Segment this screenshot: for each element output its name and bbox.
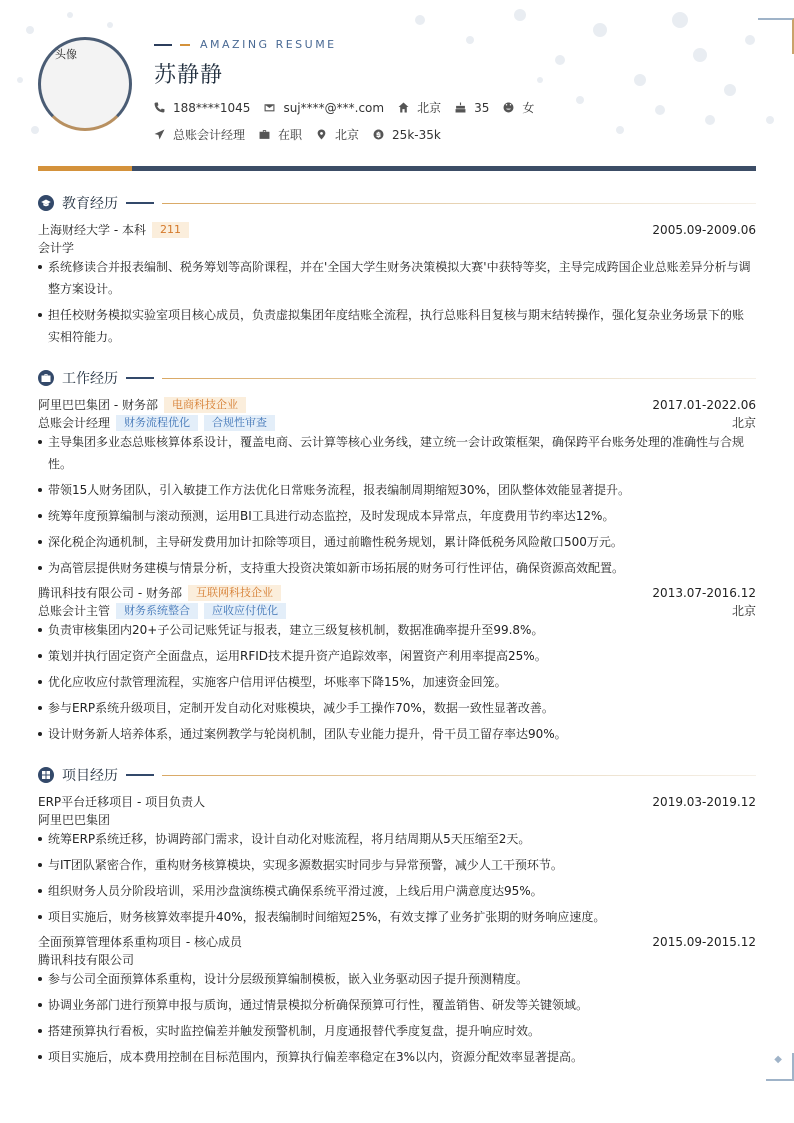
cake-icon <box>455 102 466 113</box>
status-text: 在职 <box>278 128 303 142</box>
job-date: 2017.01-2022.06 <box>652 397 756 412</box>
job-bullet: 统筹年度预算编制与滚动预测，运用BI工具进行动态监控，及时发现成本异常点，年度费用节约率达12%。 <box>38 505 756 527</box>
project-name: 全面预算管理体系重构项目 - 核心成员 <box>38 935 242 949</box>
job-bullet: 设计财务新人培养体系，通过案例教学与轮岗机制，团队专业能力提升，骨干员工留存率达90%。 <box>38 723 756 745</box>
job-role: 总账会计主管 <box>38 604 111 618</box>
salary-text: 25k-35k <box>392 127 441 142</box>
candidate-name: 苏静静 <box>154 63 224 88</box>
project-date: 2019.03-2019.12 <box>652 794 756 809</box>
gender-text: 女 <box>522 101 535 115</box>
home-icon <box>398 102 409 113</box>
coin-icon <box>373 129 384 140</box>
job-intention <box>154 126 455 143</box>
graduation-cap-icon <box>41 198 51 208</box>
age-text: 35 <box>474 100 490 115</box>
tagline-accent <box>180 44 190 46</box>
target-city-text: 北京 <box>335 128 360 142</box>
job-role-line <box>38 602 756 619</box>
project-bullet: 搭建预算执行看板，实时监控偏差并触发预警机制，月度通报替代季度复盘，提升响应时效。 <box>38 1020 756 1042</box>
school-name: 上海财经大学 - 本科 <box>38 223 146 237</box>
company-name: 阿里巴巴集团 - 财务部 <box>38 398 158 412</box>
briefcase-icon <box>259 129 270 140</box>
skill-tag: 财务系统整合 <box>116 603 198 619</box>
project-date: 2015.09-2015.12 <box>652 934 756 949</box>
skill-tag: 应收应付优化 <box>204 603 286 619</box>
corner-decoration-top <box>758 18 794 54</box>
avatar-alt-text: 头像 <box>55 48 77 61</box>
job-bullet: 为高管层提供财务建模与情景分析，支持重大投资决策如新市场拓展的财务可行性评估，确保资源高效配置。 <box>38 557 756 579</box>
briefcase-icon <box>41 373 51 383</box>
job-bullet: 主导集团多业态总账核算体系设计，覆盖电商、云计算等核心业务线，建立统一会计政策框架，确保跨平台账务处理的准确性与合规 性。 <box>38 431 756 475</box>
education-entry <box>38 221 756 238</box>
project-header <box>38 933 756 950</box>
job-bullet: 策划并执行固定资产全面盘点，运用RFID技术提升资产追踪效率，闲置资产利用率提高25%。 <box>38 645 756 667</box>
job-date: 2013.07-2016.12 <box>652 585 756 600</box>
tagline <box>154 38 337 51</box>
work-heading <box>38 368 756 388</box>
project-org: 腾讯科技有限公司 <box>38 953 135 967</box>
mail-icon <box>264 102 275 113</box>
project-header <box>38 793 756 810</box>
project-name: ERP平台迁移项目 - 项目负责人 <box>38 795 206 809</box>
job-header <box>38 396 756 413</box>
project-bullet: 统筹ERP系统迁移，协调跨部门需求，设计自动化对账流程，将月结周期从5天压缩至2天。 <box>38 828 756 850</box>
education-bullet: 担任校财务模拟实验室项目核心成员，负责虚拟集团年度结账全流程，执行总账科目复核与期末结转操作，强化复杂业务场景下的账 实相符能力。 <box>38 304 756 348</box>
job-bullet: 优化应收应付款管理流程，实施客户信用评估模型，坏账率下降15%，加速资金回笼。 <box>38 671 756 693</box>
position-text: 总账会计经理 <box>173 128 246 142</box>
phone-text: 188****1045 <box>173 100 251 115</box>
company-tag: 电商科技企业 <box>164 397 246 413</box>
work-title: 工作经历 <box>62 371 118 387</box>
diamond-icon: ◆ <box>774 1054 782 1065</box>
skill-tag: 合规性审查 <box>204 415 275 431</box>
job-role-line <box>38 414 756 431</box>
project-bullet: 项目实施后，财务核算效率提升40%，报表编制时间缩短25%，有效支撑了业务扩张期的财务响应速度。 <box>38 906 756 928</box>
job-bullet: 参与ERP系统升级项目，定制开发自动化对账模块，减少手工操作70%，数据一致性显著改善。 <box>38 697 756 719</box>
project-bullet: 项目实施后，成本费用控制在目标范围内，预算执行偏差率稳定在3%以内，资源分配效率显著提高。 <box>38 1046 756 1068</box>
education-date: 2005.09-2009.06 <box>652 222 756 237</box>
job-bullet: 深化税企沟通机制，主导研发费用加计扣除等项目，通过前瞻性税务规划，累计降低税务风险敞口500万元。 <box>38 531 756 553</box>
project-bullet: 组织财务人员分阶段培训，采用沙盘演练模式确保系统平滑过渡，上线后用户满意度达95%。 <box>38 880 756 902</box>
contact-info <box>154 99 548 116</box>
city-text: 北京 <box>417 101 442 115</box>
school-tag: 211 <box>152 222 189 238</box>
email-text: suj****@***.com <box>283 100 385 115</box>
face-icon <box>503 102 514 113</box>
location-icon <box>316 129 327 140</box>
job-city: 北京 <box>731 604 756 618</box>
job-bullet: 带领15人财务团队，引入敏捷工作方法优化日常账务流程，报表编制周期缩短30%，团队整体效能显著提升。 <box>38 479 756 501</box>
company-name: 腾讯科技有限公司 - 财务部 <box>38 586 182 600</box>
avatar <box>38 37 132 131</box>
project-org: 阿里巴巴集团 <box>38 813 111 827</box>
send-icon <box>154 129 165 140</box>
tagline-text: AMAZING RESUME <box>200 38 337 51</box>
project-bullet: 与IT团队紧密合作，重构财务核算模块，实现多源数据实时同步与异常预警，减少人工干预环节。 <box>38 854 756 876</box>
skill-tag: 财务流程优化 <box>116 415 198 431</box>
project-bullet: 协调业务部门进行预算申报与质询，通过情景模拟分析确保预算可行性，覆盖销售、研发等关键领域。 <box>38 994 756 1016</box>
phone-icon <box>154 102 165 113</box>
major: 会计学 <box>38 241 75 255</box>
education-heading <box>38 193 756 213</box>
job-role: 总账会计经理 <box>38 416 111 430</box>
company-tag: 互联网科技企业 <box>188 585 281 601</box>
job-city: 北京 <box>731 416 756 430</box>
grid-icon <box>41 770 51 780</box>
job-header <box>38 584 756 601</box>
projects-heading <box>38 765 756 785</box>
header-divider <box>38 166 756 171</box>
education-title: 教育经历 <box>62 196 118 212</box>
tagline-line <box>154 44 172 46</box>
education-bullet: 系统修读合并报表编制、税务筹划等高阶课程，并在'全国大学生财务决策模拟大赛'中获特等奖，主导完成跨国企业总账差异分析与调 整方案设计。 <box>38 256 756 300</box>
project-bullet: 参与公司全面预算体系重构，设计分层级预算编制模板，嵌入业务驱动因子提升预测精度。 <box>38 968 756 990</box>
job-bullet: 负责审核集团内20+子公司记账凭证与报表，建立三级复核机制，数据准确率提升至99.8%。 <box>38 619 756 641</box>
projects-title: 项目经历 <box>62 768 118 784</box>
